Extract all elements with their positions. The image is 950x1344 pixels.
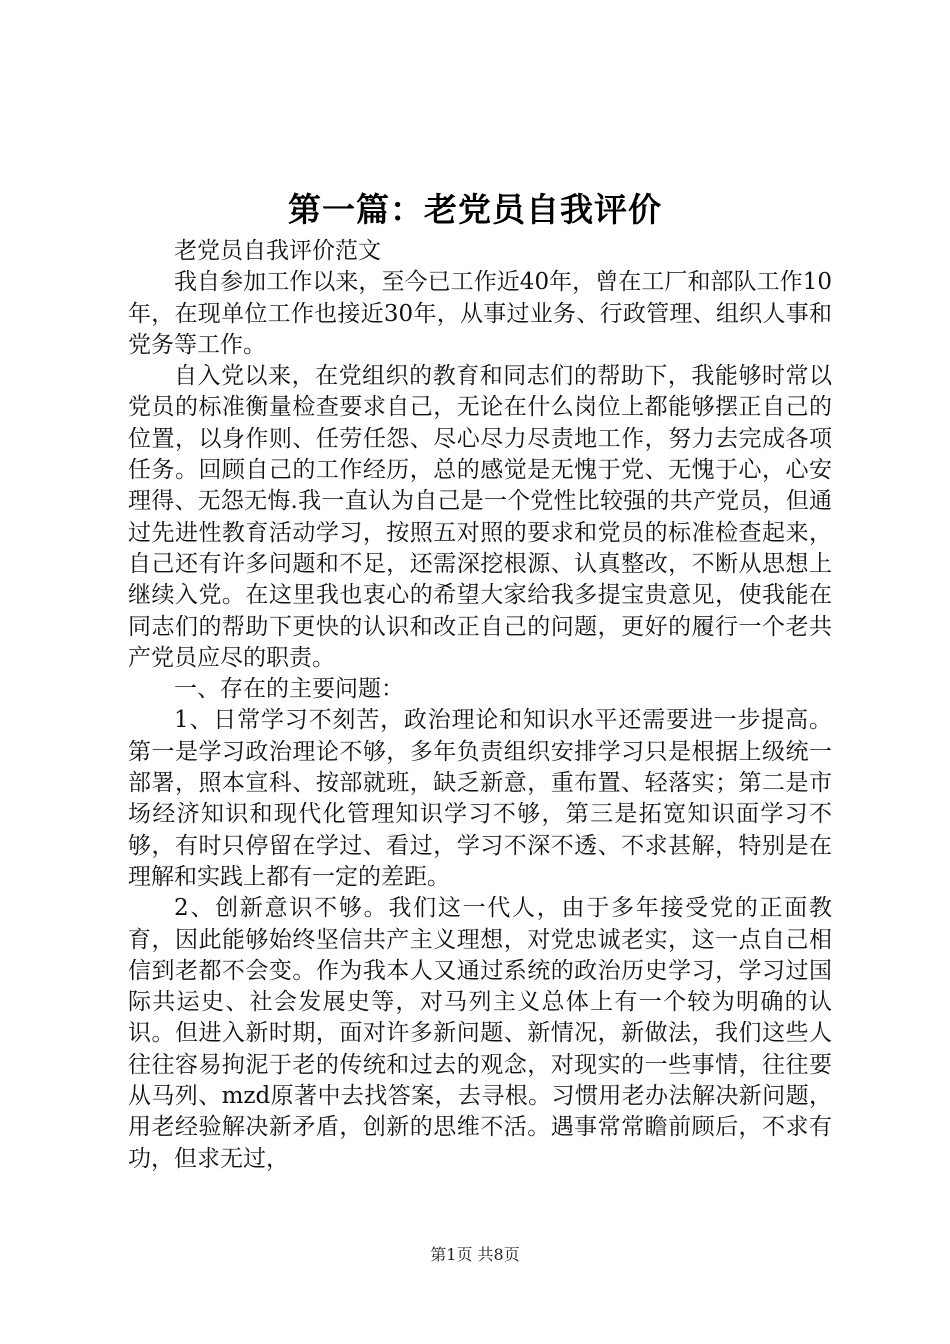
- paragraph-problem-2: 2、创新意识不够。我们这一代人，由于多年接受党的正面教育，因此能够始终坚信共产主义理想，对党忠诚老实，这一点自己相信到老都不会变。作为我本人又通过系统的政治历史学习，学习过国际共运史、社会发展史等，对马列主义总体上有一个较为明确的认识。但进入新时期，面对许多新问题、新情况，新做法，我们这些人往往容易拘泥于老的传统和过去的观念，对现实的一些事情，往往要从马列、mzd原著中去找答案，去寻根。习惯用老办法解决新问题，用老经验解决新矛盾，创新的思维不活。遇事常常瞻前顾后，不求有功，但求无过，: [128, 895, 832, 1172]
- paragraph-intro: 我自参加工作以来，至今已工作近40年，曾在工厂和部队工作10年，在现单位工作也接近30年，从事过业务、行政管理、组织人事和党务等工作。: [128, 269, 832, 358]
- document-title: 第一篇：老党员自我评价: [288, 190, 662, 229]
- document-body: [128, 236, 832, 1175]
- page-number-footer: 第1页 共8页: [430, 1245, 520, 1264]
- paragraph-self-review: 自入党以来，在党组织的教育和同志们的帮助下，我能够时常以党员的标准衡量检查要求自己，无论在什么岗位上都能够摆正自己的位置，以身作则、任劳任怨、尽心尽力尽责地工作，努力去完成各项任务。回顾自己的工作经历，总的感觉是无愧于党、无愧于心，心安理得、无怨无悔.我一直认为自己是一个党性比较强的共产党员，但通过先进性教育活动学习，按照五对照的要求和党员的标准检查起来，自己还有许多问题和不足，还需深挖根源、认真整改，不断从思想上继续入党。在这里我也衷心的希望大家给我多提宝贵意见，使我能在同志们的帮助下更快的认识和改正自己的问题，更好的履行一个老共产党员应尽的职责。: [128, 363, 832, 671]
- paragraph-problem-1: 1、日常学习不刻苦，政治理论和知识水平还需要进一步提高。第一是学习政治理论不够，多年负责组织安排学习只是根据上级统一部署，照本宣科、按部就班，缺乏新意，重布置、轻落实；第二是市场经济知识和现代化管理知识学习不够，第三是拓宽知识面学习不够，有时只停留在学过、看过，学习不深不透、不求甚解，特别是在理解和实践上都有一定的差距。: [128, 707, 832, 890]
- section-heading-problems: 一、存在的主要问题：: [174, 676, 404, 703]
- paragraph-subtitle: 老党员自我评价范文: [174, 238, 381, 264]
